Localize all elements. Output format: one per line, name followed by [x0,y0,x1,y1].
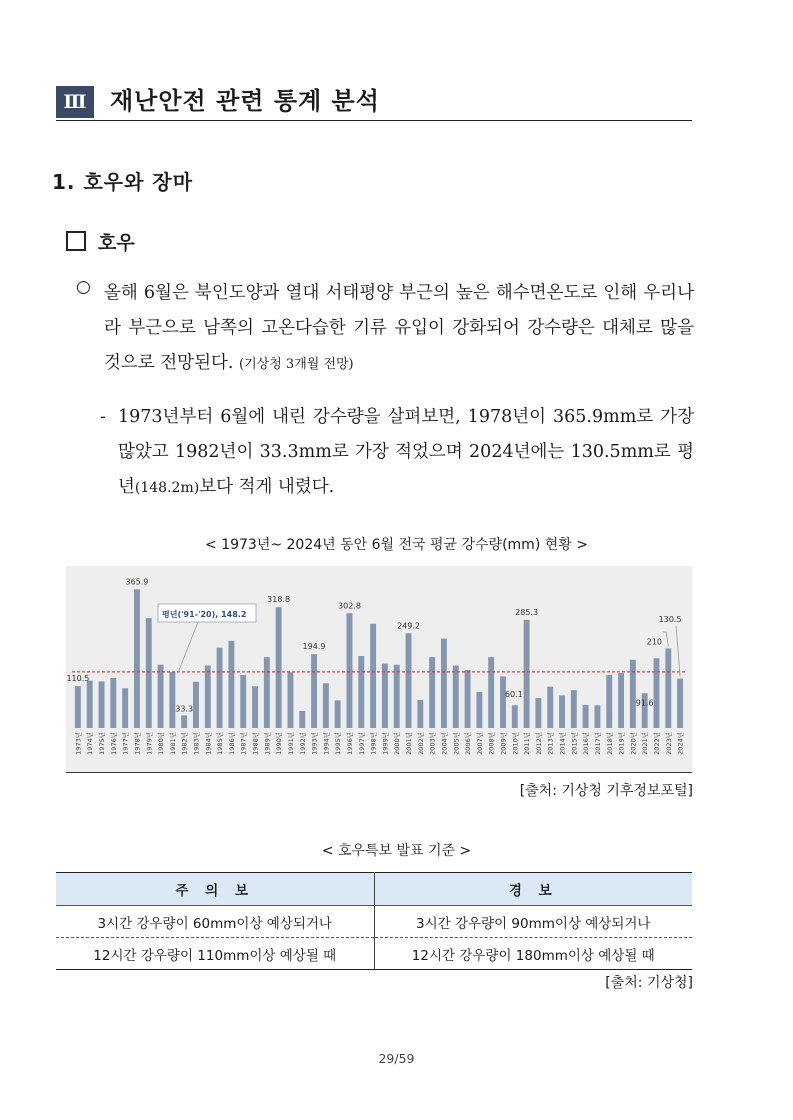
rainfall-chart-svg [66,566,692,772]
x-tick-label: 2021년 [641,732,650,755]
bar [134,589,140,728]
dash-bullet-icon: - [100,407,106,427]
x-tick-label: 2005년 [452,732,461,755]
bar [264,657,270,728]
section-title: 재난안전 관련 통계 분석 [110,87,380,115]
x-tick-label: 1981년 [168,732,177,755]
bar [181,715,187,728]
bar [252,686,258,728]
detail-text-2: 보다 적게 내렸다. [199,477,335,497]
data-label: 33.3 [175,704,194,714]
x-tick-label: 1973년 [74,732,83,755]
x-tick-label: 1996년 [345,732,354,755]
bar [512,705,518,728]
x-tick-label: 1998년 [369,732,378,755]
bar [500,676,506,728]
bar [347,613,353,728]
chart-title: < 1973년~ 2024년 동안 6월 전국 평균 강수량(mm) 현황 > [205,537,588,553]
x-tick-label: 1987년 [239,732,248,755]
x-tick-label: 1978년 [133,732,142,755]
table-title: < 호우특보 발표 기준 > [321,843,472,859]
bar [417,700,423,728]
x-tick-label: 2018년 [605,732,614,755]
bar [99,681,105,728]
x-tick-label: 2004년 [440,732,449,755]
data-label: 91.6 [635,698,654,708]
page-number: 29/59 [378,1051,415,1066]
x-tick-label: 2019년 [617,732,626,755]
bullet-source: (기상청 3개월 전망) [239,357,354,372]
x-tick-label: 2006년 [464,732,473,755]
bullet-text: 올해 6월은 북인도양과 열대 서태평양 부근의 높은 해수면온도로 인해 우리나라 부근으로 남쪽의 고온다습한 기류 유입이 강화되어 강수량은 대체로 많을 것으로 전망된다. [104,283,694,373]
bar [228,641,234,728]
table-row [56,906,692,938]
bullet-paragraph [104,276,694,382]
x-tick-label: 1994년 [322,732,331,755]
subsection-title: 1. 호우와 장마 [52,170,194,194]
bar [276,607,282,728]
bar [630,660,636,728]
x-tick-label: 1991년 [286,732,295,755]
normal-callout-label: 평년('91-'20), 148.2 [162,610,247,619]
bar [571,690,577,728]
x-tick-label: 2016년 [582,732,591,755]
detail-paragraph [118,400,694,506]
x-tick-label: 1985년 [216,732,225,755]
x-tick-label: 1975년 [98,732,107,755]
bar [335,700,341,728]
x-tick-label: 1986년 [227,732,236,755]
x-tick-label: 1999년 [381,732,390,755]
x-tick-label: 1990년 [275,732,284,755]
bar [358,656,364,728]
data-label: 318.8 [267,595,291,605]
table-cell: 3시간 강우량이 90mm이상 예상되거나 [374,906,692,938]
x-tick-label: 2020년 [629,732,638,755]
x-tick-label: 2013년 [546,732,555,755]
section-header [56,84,692,121]
detail-text-small: (148.2m) [134,480,200,496]
bar [547,687,553,728]
bar [205,665,211,728]
data-label: 110.5 [66,674,90,684]
x-tick-label: 2022년 [652,732,661,755]
table-cell: 12시간 강우량이 180mm이상 예상될 때 [374,938,692,970]
chart-bottom-rule [66,772,692,773]
bar [618,673,624,728]
x-tick-label: 1997년 [357,732,366,755]
bar [146,618,152,728]
table-cell: 12시간 강우량이 110mm이상 예상될 때 [56,938,374,970]
data-label: 302.8 [338,601,361,611]
x-tick-label: 2014년 [558,732,567,755]
x-tick-label: 2001년 [405,732,414,755]
bar [193,682,199,728]
topic-heading-text: 호우 [98,232,135,254]
x-tick-label: 2008년 [487,732,496,755]
x-tick-label: 1992년 [298,732,307,755]
bar [654,658,660,728]
bar [606,675,612,728]
data-label: 365.9 [125,577,149,587]
table-cell: 3시간 강우량이 60mm이상 예상되거나 [56,906,374,938]
x-tick-label: 2024년 [676,732,685,755]
x-tick-label: 1974년 [86,732,95,755]
data-label: 285.3 [515,607,539,617]
x-tick-label: 1979년 [145,732,154,755]
bar [110,678,116,728]
x-tick-label: 2009년 [499,732,508,755]
bar [217,648,223,728]
table-row [56,938,692,970]
bar [406,633,412,728]
checkbox-square-icon [66,231,86,251]
x-tick-label: 1995년 [334,732,343,755]
table-source: [출처: 기상청] [605,975,693,991]
data-label: 130.5 [658,615,682,624]
bar [122,688,128,728]
section-number: Ⅲ [56,86,94,118]
bar [665,648,671,728]
chart-source: [출처: 기상청 기후정보포털] [519,783,693,799]
bar [429,657,435,728]
x-tick-label: 2000년 [393,732,402,755]
bar [169,672,175,728]
data-label: 210 [646,637,662,647]
bar [488,657,494,728]
bar [75,686,81,728]
bar [370,624,376,728]
bar [299,711,305,728]
x-tick-label: 1993년 [310,732,319,755]
bar [524,620,530,728]
x-tick-label: 1988년 [251,732,260,755]
bar [311,654,317,728]
table-header-advisory: 주 의 보 [56,873,374,906]
x-tick-label: 2010년 [511,732,520,755]
bar [476,692,482,728]
x-tick-label: 2007년 [475,732,484,755]
x-tick-label: 1977년 [121,732,130,755]
x-tick-label: 1989년 [263,732,272,755]
circle-bullet-icon: ○ [76,277,91,297]
x-tick-label: 2011년 [523,732,532,755]
bar [158,665,164,728]
bar [382,664,388,728]
x-tick-label: 2017년 [593,732,602,755]
bar [323,683,329,728]
x-tick-label: 2012년 [534,732,543,755]
heavy-rain-warning-table [56,872,692,970]
x-tick-label: 2003년 [428,732,437,755]
bar [465,670,471,728]
bar [240,675,246,728]
topic-heading [66,228,135,255]
bar [559,695,565,728]
x-tick-label: 1982년 [180,732,189,755]
bar [677,679,683,728]
bar [535,698,541,728]
x-tick-label: 2023년 [664,732,673,755]
bar [87,681,93,728]
x-tick-label: 2002년 [416,732,425,755]
table-header-warning: 경 보 [374,873,692,906]
bar [453,665,459,728]
data-label: 194.9 [302,642,326,652]
x-tick-label: 1983년 [192,732,201,755]
bar [441,639,447,728]
data-label: 60.1 [504,690,523,700]
x-tick-label: 1984년 [204,732,213,755]
bar [394,665,400,728]
data-label: 249.2 [397,621,420,631]
x-tick-label: 1980년 [157,732,166,755]
detail-text-1: 1973년부터 6월에 내린 강수량을 살펴보면, 1978년이 365.9mm로 가장 많았고 1982년이 33.3mm로 가장 적었으며 2024년에는 130.5mm로 평년 [118,407,694,497]
x-tick-label: 1976년 [109,732,118,755]
rainfall-chart [66,566,692,772]
x-tick-label: 2015년 [570,732,579,755]
bar [583,705,589,728]
table-header-row [56,873,692,906]
bar [287,672,293,728]
bar [594,705,600,728]
